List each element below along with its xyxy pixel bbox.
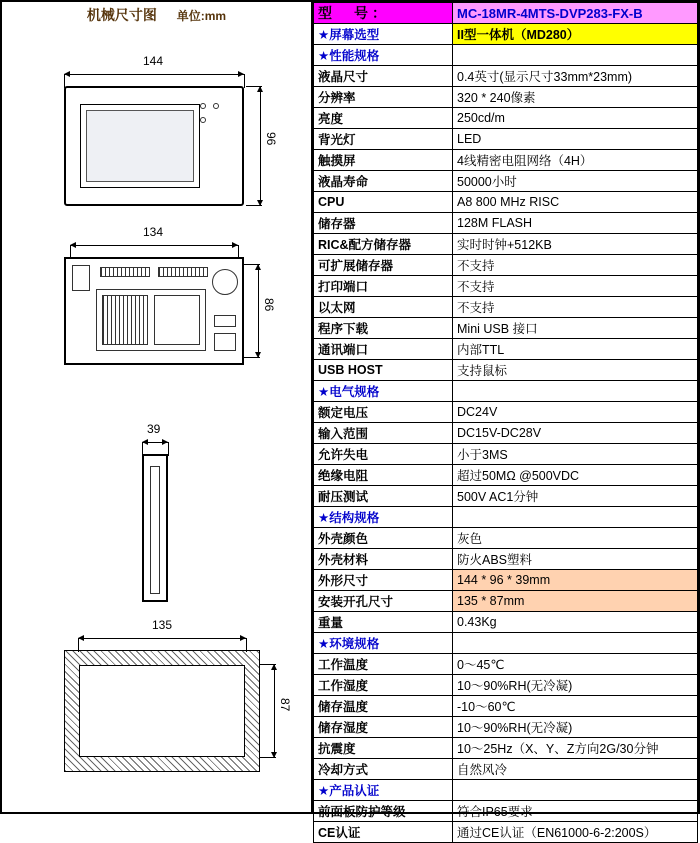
spec-key-cell: 绝缘电阻 — [314, 465, 453, 486]
spec-key-cell: 储存湿度 — [314, 717, 453, 738]
table-row — [314, 318, 698, 339]
spec-value-cell: DC24V — [453, 402, 698, 423]
spec-value-cell: Mini USB 接口 — [453, 318, 698, 339]
spec-value-cell: 10～90%RH(无冷凝) — [453, 717, 698, 738]
front-height-label: 96 — [264, 132, 278, 146]
speaker-circle — [212, 269, 238, 295]
spec-key-cell: 额定电压 — [314, 402, 453, 423]
side-view-inner-outline — [150, 466, 160, 594]
spec-key-cell: 通讯端口 — [314, 339, 453, 360]
table-row — [314, 738, 698, 759]
spec-value-cell: 250cd/m — [453, 108, 698, 129]
spec-key-cell: 前面板防护等级 — [314, 801, 453, 822]
vent-slot-top-right — [158, 267, 208, 277]
table-row — [314, 822, 698, 843]
spec-value-cell: 不支持 — [453, 297, 698, 318]
spec-value-cell: 通过CE认证（EN61000-6-2:200S） — [453, 822, 698, 843]
spec-key-cell: 外壳材料 — [314, 549, 453, 570]
spec-value-cell: 128M FLASH — [453, 213, 698, 234]
spec-key-cell: CPU — [314, 192, 453, 213]
table-row — [314, 3, 698, 24]
table-row — [314, 612, 698, 633]
led-indicator — [200, 103, 206, 109]
table-row — [314, 108, 698, 129]
table-row — [314, 507, 698, 528]
table-row — [314, 717, 698, 738]
table-row — [314, 255, 698, 276]
drawing-units-text: 单位:mm — [176, 9, 227, 23]
connector-bank — [154, 295, 200, 345]
heatsink-fins — [102, 295, 148, 345]
specification-panel — [313, 2, 698, 840]
spec-value-cell: 符合IP65要求 — [453, 801, 698, 822]
led-indicator — [200, 117, 206, 123]
table-row — [314, 339, 698, 360]
spec-value-cell: 0～45℃ — [453, 654, 698, 675]
back-width-dimension-line — [70, 245, 238, 246]
table-row — [314, 633, 698, 654]
spec-key-cell: 型 号： — [314, 3, 453, 24]
spec-key-cell: ★性能规格 — [314, 45, 453, 66]
table-row — [314, 696, 698, 717]
table-row — [314, 45, 698, 66]
spec-key-cell: USB HOST — [314, 360, 453, 381]
spec-key-cell: 分辨率 — [314, 87, 453, 108]
spec-value-cell: 0.4英寸(显示尺寸33mm*23mm) — [453, 66, 698, 87]
spec-value-cell: DC15V-DC28V — [453, 423, 698, 444]
table-row — [314, 171, 698, 192]
table-row — [314, 780, 698, 801]
spec-key-cell: 打印端口 — [314, 276, 453, 297]
spec-key-cell: 冷却方式 — [314, 759, 453, 780]
spec-key-cell: 可扩展储存器 — [314, 255, 453, 276]
spec-value-cell: 320 * 240像素 — [453, 87, 698, 108]
spec-value-cell: 支持鼠标 — [453, 360, 698, 381]
spec-value-cell: 防火ABS塑料 — [453, 549, 698, 570]
table-row — [314, 24, 698, 45]
spec-key-cell: ★产品认证 — [314, 780, 453, 801]
table-row — [314, 528, 698, 549]
cutout-width-label: 135 — [152, 618, 173, 632]
cutout-height-ext-top — [260, 664, 276, 665]
spec-value-cell: MC-18MR-4MTS-DVP283-FX-B — [453, 3, 698, 24]
spec-value-cell: 144 * 96 * 39mm — [453, 570, 698, 591]
spec-value-cell: LED — [453, 129, 698, 150]
spec-key-cell: CE认证 — [314, 822, 453, 843]
back-height-ext-bottom — [244, 357, 260, 358]
spec-key-cell: ★环境规格 — [314, 633, 453, 654]
spec-value-cell: 自然风冷 — [453, 759, 698, 780]
front-width-label: 144 — [143, 54, 164, 68]
table-row — [314, 591, 698, 612]
spec-value-cell: A8 800 MHz RISC — [453, 192, 698, 213]
spec-value-cell: 灰色 — [453, 528, 698, 549]
table-row — [314, 549, 698, 570]
spec-value-cell: 0.43Kg — [453, 612, 698, 633]
spec-value-cell — [453, 633, 698, 654]
table-row — [314, 360, 698, 381]
status-led-group — [196, 98, 230, 104]
front-height-dimension-line — [260, 86, 261, 206]
spec-key-cell: 程序下载 — [314, 318, 453, 339]
spec-value-cell: 50000小时 — [453, 171, 698, 192]
spec-key-cell: 安装开孔尺寸 — [314, 591, 453, 612]
spec-key-cell: 允许失电 — [314, 444, 453, 465]
mechanical-drawing-panel — [2, 2, 313, 812]
table-row — [314, 675, 698, 696]
usb-port — [214, 315, 236, 327]
spec-value-cell: 实时时钟+512KB — [453, 234, 698, 255]
table-row — [314, 66, 698, 87]
spec-value-cell — [453, 45, 698, 66]
device-side-view — [142, 454, 168, 602]
cutout-height-ext-bottom — [260, 757, 276, 758]
table-row — [314, 465, 698, 486]
spec-key-cell: 重量 — [314, 612, 453, 633]
spec-value-cell: 超过50MΩ @500VDC — [453, 465, 698, 486]
front-height-ext-top — [246, 86, 262, 87]
table-row — [314, 423, 698, 444]
front-width-dimension-line — [64, 74, 244, 75]
spec-key-cell: 液晶尺寸 — [314, 66, 453, 87]
cutout-width-dimension-line — [78, 638, 246, 639]
table-row — [314, 213, 698, 234]
spec-key-cell: 背光灯 — [314, 129, 453, 150]
table-row — [314, 87, 698, 108]
back-width-label: 134 — [143, 225, 164, 239]
table-row — [314, 234, 698, 255]
spec-value-cell: 10～90%RH(无冷凝) — [453, 675, 698, 696]
table-row — [314, 192, 698, 213]
spec-key-cell: 以太网 — [314, 297, 453, 318]
spec-key-cell: ★结构规格 — [314, 507, 453, 528]
table-row — [314, 654, 698, 675]
spec-key-cell: 储存器 — [314, 213, 453, 234]
spec-value-cell — [453, 780, 698, 801]
dip-switch — [214, 333, 236, 351]
spec-key-cell: 外形尺寸 — [314, 570, 453, 591]
spec-key-cell: 触摸屏 — [314, 150, 453, 171]
spec-key-cell: RIC&配方储存器 — [314, 234, 453, 255]
panel-cutout-view — [64, 650, 260, 772]
spec-value-cell: 135 * 87mm — [453, 591, 698, 612]
spec-value-cell: II型一体机（MD280） — [453, 24, 698, 45]
spec-key-cell: 输入范围 — [314, 423, 453, 444]
table-row — [314, 759, 698, 780]
spec-key-cell: 工作湿度 — [314, 675, 453, 696]
spec-value-cell — [453, 381, 698, 402]
spec-key-cell: 工作温度 — [314, 654, 453, 675]
specification-table-body — [314, 3, 698, 843]
specification-table — [313, 2, 698, 843]
table-row — [314, 129, 698, 150]
spec-key-cell: 抗震度 — [314, 738, 453, 759]
spec-value-cell: 4线精密电阻网络（4H） — [453, 150, 698, 171]
table-row — [314, 801, 698, 822]
spec-value-cell: 不支持 — [453, 276, 698, 297]
side-width-ext-right — [168, 442, 169, 456]
spec-key-cell: ★电气规格 — [314, 381, 453, 402]
spec-key-cell: 外壳颜色 — [314, 528, 453, 549]
spec-value-cell: 10～25Hz（X、Y、Z方向2G/30分钟 — [453, 738, 698, 759]
table-row — [314, 402, 698, 423]
table-row — [314, 276, 698, 297]
spec-value-cell: 500V AC1分钟 — [453, 486, 698, 507]
table-row — [314, 150, 698, 171]
device-front-view — [64, 86, 244, 206]
cutout-height-label: 87 — [278, 698, 292, 712]
vent-slot-top-left — [100, 267, 150, 277]
spec-key-cell: ★屏幕选型 — [314, 24, 453, 45]
spec-key-cell: 耐压测试 — [314, 486, 453, 507]
table-row — [314, 297, 698, 318]
spec-value-cell — [453, 507, 698, 528]
spec-key-cell: 亮度 — [314, 108, 453, 129]
lcd-screen-outline — [80, 104, 200, 188]
lcd-screen-active-area — [86, 110, 194, 182]
back-height-ext-top — [244, 264, 260, 265]
drawing-title-text: 机械尺寸图 — [86, 7, 157, 23]
table-row — [314, 486, 698, 507]
device-back-view — [64, 257, 244, 365]
led-indicator — [213, 103, 219, 109]
cutout-height-dimension-line — [274, 664, 275, 758]
spec-value-cell: 不支持 — [453, 255, 698, 276]
spec-value-cell: 内部TTL — [453, 339, 698, 360]
terminal-block — [72, 265, 90, 291]
spec-value-cell: 小于3MS — [453, 444, 698, 465]
spec-key-cell: 液晶寿命 — [314, 171, 453, 192]
front-height-ext-bottom — [246, 205, 262, 206]
table-row — [314, 381, 698, 402]
panel-cutout-hole — [79, 665, 245, 757]
table-row — [314, 570, 698, 591]
side-width-label: 39 — [147, 422, 161, 436]
back-height-dimension-line — [258, 264, 259, 358]
spec-key-cell: 储存温度 — [314, 696, 453, 717]
front-width-ext-right — [244, 74, 245, 88]
drawing-title — [2, 2, 311, 28]
table-row — [314, 444, 698, 465]
side-width-dimension-line — [142, 442, 168, 443]
back-height-label: 86 — [262, 298, 276, 312]
spec-value-cell: -10～60℃ — [453, 696, 698, 717]
